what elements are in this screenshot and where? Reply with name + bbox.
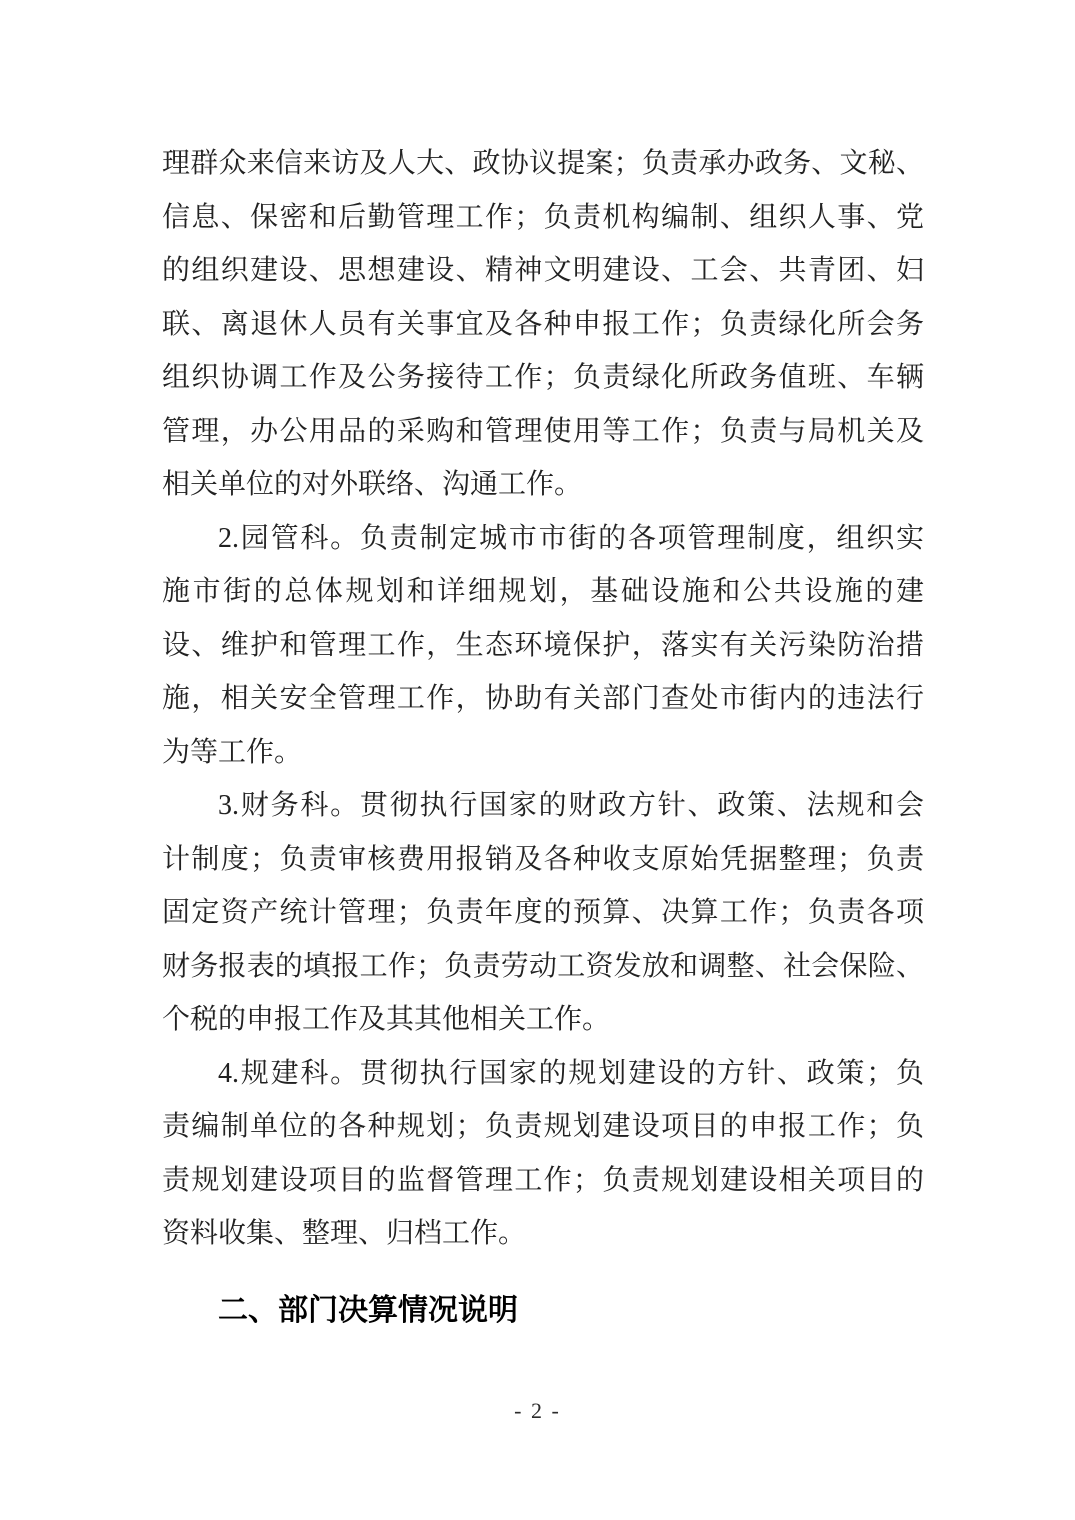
- body-line: 组织协调工作及公务接待工作；负责绿化所政务值班、车辆: [162, 362, 924, 393]
- body-line: 信息、保密和后勤管理工作；负责机构编制、组织人事、党: [162, 201, 924, 233]
- body-line: 管理，办公用品的采购和管理使用等工作；负责与局机关及: [162, 415, 924, 447]
- page-number: - 2 -: [514, 1398, 561, 1423]
- document-body: [162, 137, 924, 1337]
- body-line: 相关单位的对外联络、沟通工作。: [162, 469, 583, 500]
- body-line: 计制度；负责审核费用报销及各种收支原始凭据整理；负责: [162, 843, 924, 875]
- body-line: 4.规建科。贯彻执行国家的规划建设的方针、政策；负: [218, 1057, 924, 1089]
- body-line: 个税的申报工作及其其他相关工作。: [162, 1004, 611, 1035]
- body-line: 资料收集、整理、归档工作。: [162, 1218, 527, 1249]
- body-line: 联、离退休人员有关事宜及各种申报工作；负责绿化所会务: [162, 308, 924, 340]
- body-line: 施市街的总体规划和详细规划，基础设施和公共设施的建: [162, 576, 924, 607]
- body-line: 理群众来信来访及人大、政协议提案；负责承办政务、文秘、: [162, 148, 924, 179]
- section-heading: 二、部门决算情况说明: [218, 1293, 518, 1327]
- body-line: 责规划建设项目的监督管理工作；负责规划建设相关项目的: [162, 1164, 924, 1196]
- body-line: 财务报表的填报工作；负责劳动工资发放和调整、社会保险、: [162, 950, 924, 982]
- body-line: 的组织建设、思想建设、精神文明建设、工会、共青团、妇: [162, 255, 924, 286]
- body-line: 2.园管科。负责制定城市市街的各项管理制度，组织实: [218, 522, 924, 554]
- body-line: 设、维护和管理工作，生态环境保护，落实有关污染防治措: [162, 629, 924, 661]
- body-line: 固定资产统计管理；负责年度的预算、决算工作；负责各项: [162, 897, 924, 928]
- body-line: 施，相关安全管理工作，协助有关部门查处市街内的违法行: [162, 683, 924, 714]
- body-line: 为等工作。: [162, 736, 303, 768]
- body-line: 责编制单位的各种规划；负责规划建设项目的申报工作；负: [162, 1111, 924, 1142]
- body-line: 3.财务科。贯彻执行国家的财政方针、政策、法规和会: [218, 790, 924, 821]
